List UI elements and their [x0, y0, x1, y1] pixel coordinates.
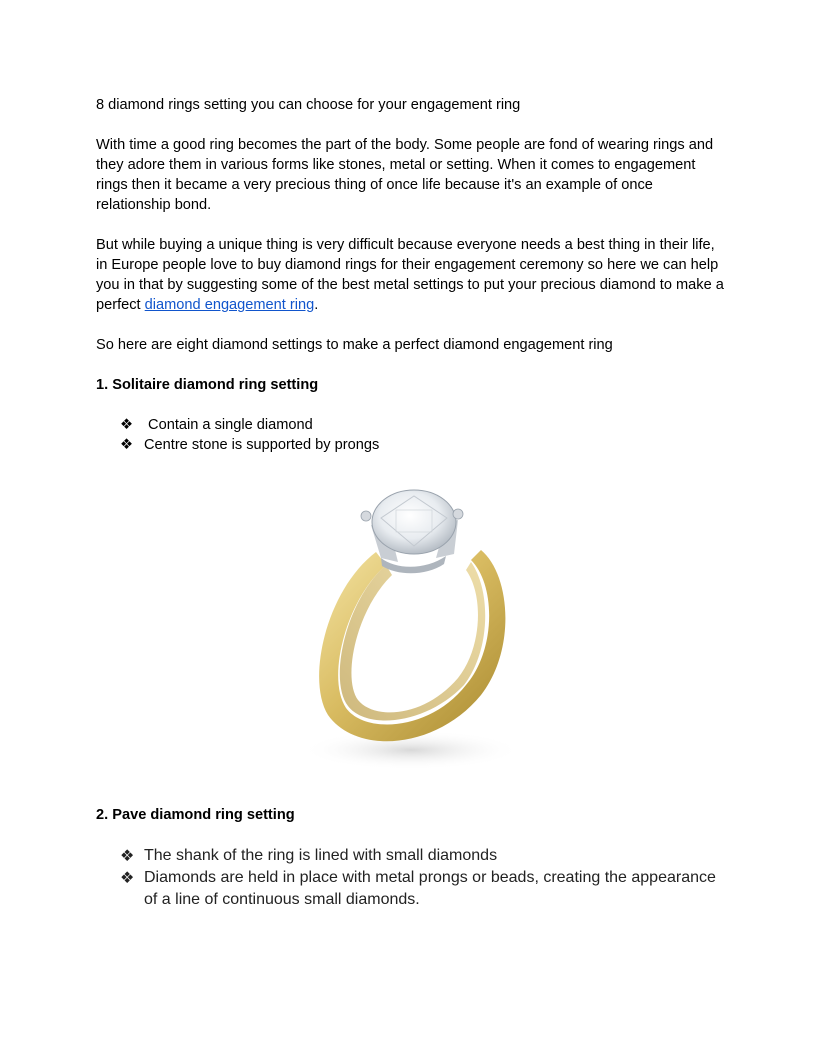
buying-paragraph: [96, 235, 726, 315]
diamond-bullet-icon: ❖: [120, 416, 134, 433]
buying-paragraph-text: But while buying a unique thing is very difficult because everyone needs a best thing in their life, in Europe people love to buy diamond rings for their engagement ceremony so here we can help you in that by suggesting some of the best metal settings to put your precious diamond to make a perfect: [96, 237, 724, 313]
list-item-text: Diamonds are held in place with metal prongs or beads, creating the appearance of a line of continuous small diamonds.: [144, 869, 716, 908]
list-item: [120, 435, 730, 455]
document-title: 8 diamond rings setting you can choose for your engagement ring: [96, 97, 521, 113]
section-heading-pave: 2. Pave diamond ring setting: [96, 807, 295, 823]
buying-paragraph-end: .: [314, 297, 319, 313]
diamond-bullet-icon: ❖: [120, 846, 135, 865]
list-item-text: The shank of the ring is lined with small diamonds: [144, 847, 498, 864]
pave-bullet-list: [120, 845, 730, 911]
settings-intro-paragraph: So here are eight diamond settings to make a perfect diamond engagement ring: [96, 337, 613, 353]
section-heading-solitaire: 1. Solitaire diamond ring setting: [96, 377, 319, 393]
solitaire-bullet-list: [120, 415, 730, 455]
intro-paragraph: With time a good ring becomes the part of the body. Some people are fond of wearing rings and they adore them in various forms like stones, metal or setting. When it comes to engagement rings then it became a very precious thing of once life because it's an example of once relationship bond.: [96, 137, 714, 213]
list-item: [120, 415, 730, 435]
list-item-text: Contain a single diamond: [144, 417, 313, 433]
solitaire-ring-image: [286, 480, 536, 780]
list-item: [120, 845, 730, 867]
diamond-bullet-icon: ❖: [120, 868, 135, 887]
list-item-text: Centre stone is supported by prongs: [144, 437, 380, 453]
list-item: [120, 867, 730, 911]
diamond-bullet-icon: ❖: [120, 436, 134, 453]
diamond-engagement-ring-link[interactable]: diamond engagement ring: [144, 297, 315, 313]
